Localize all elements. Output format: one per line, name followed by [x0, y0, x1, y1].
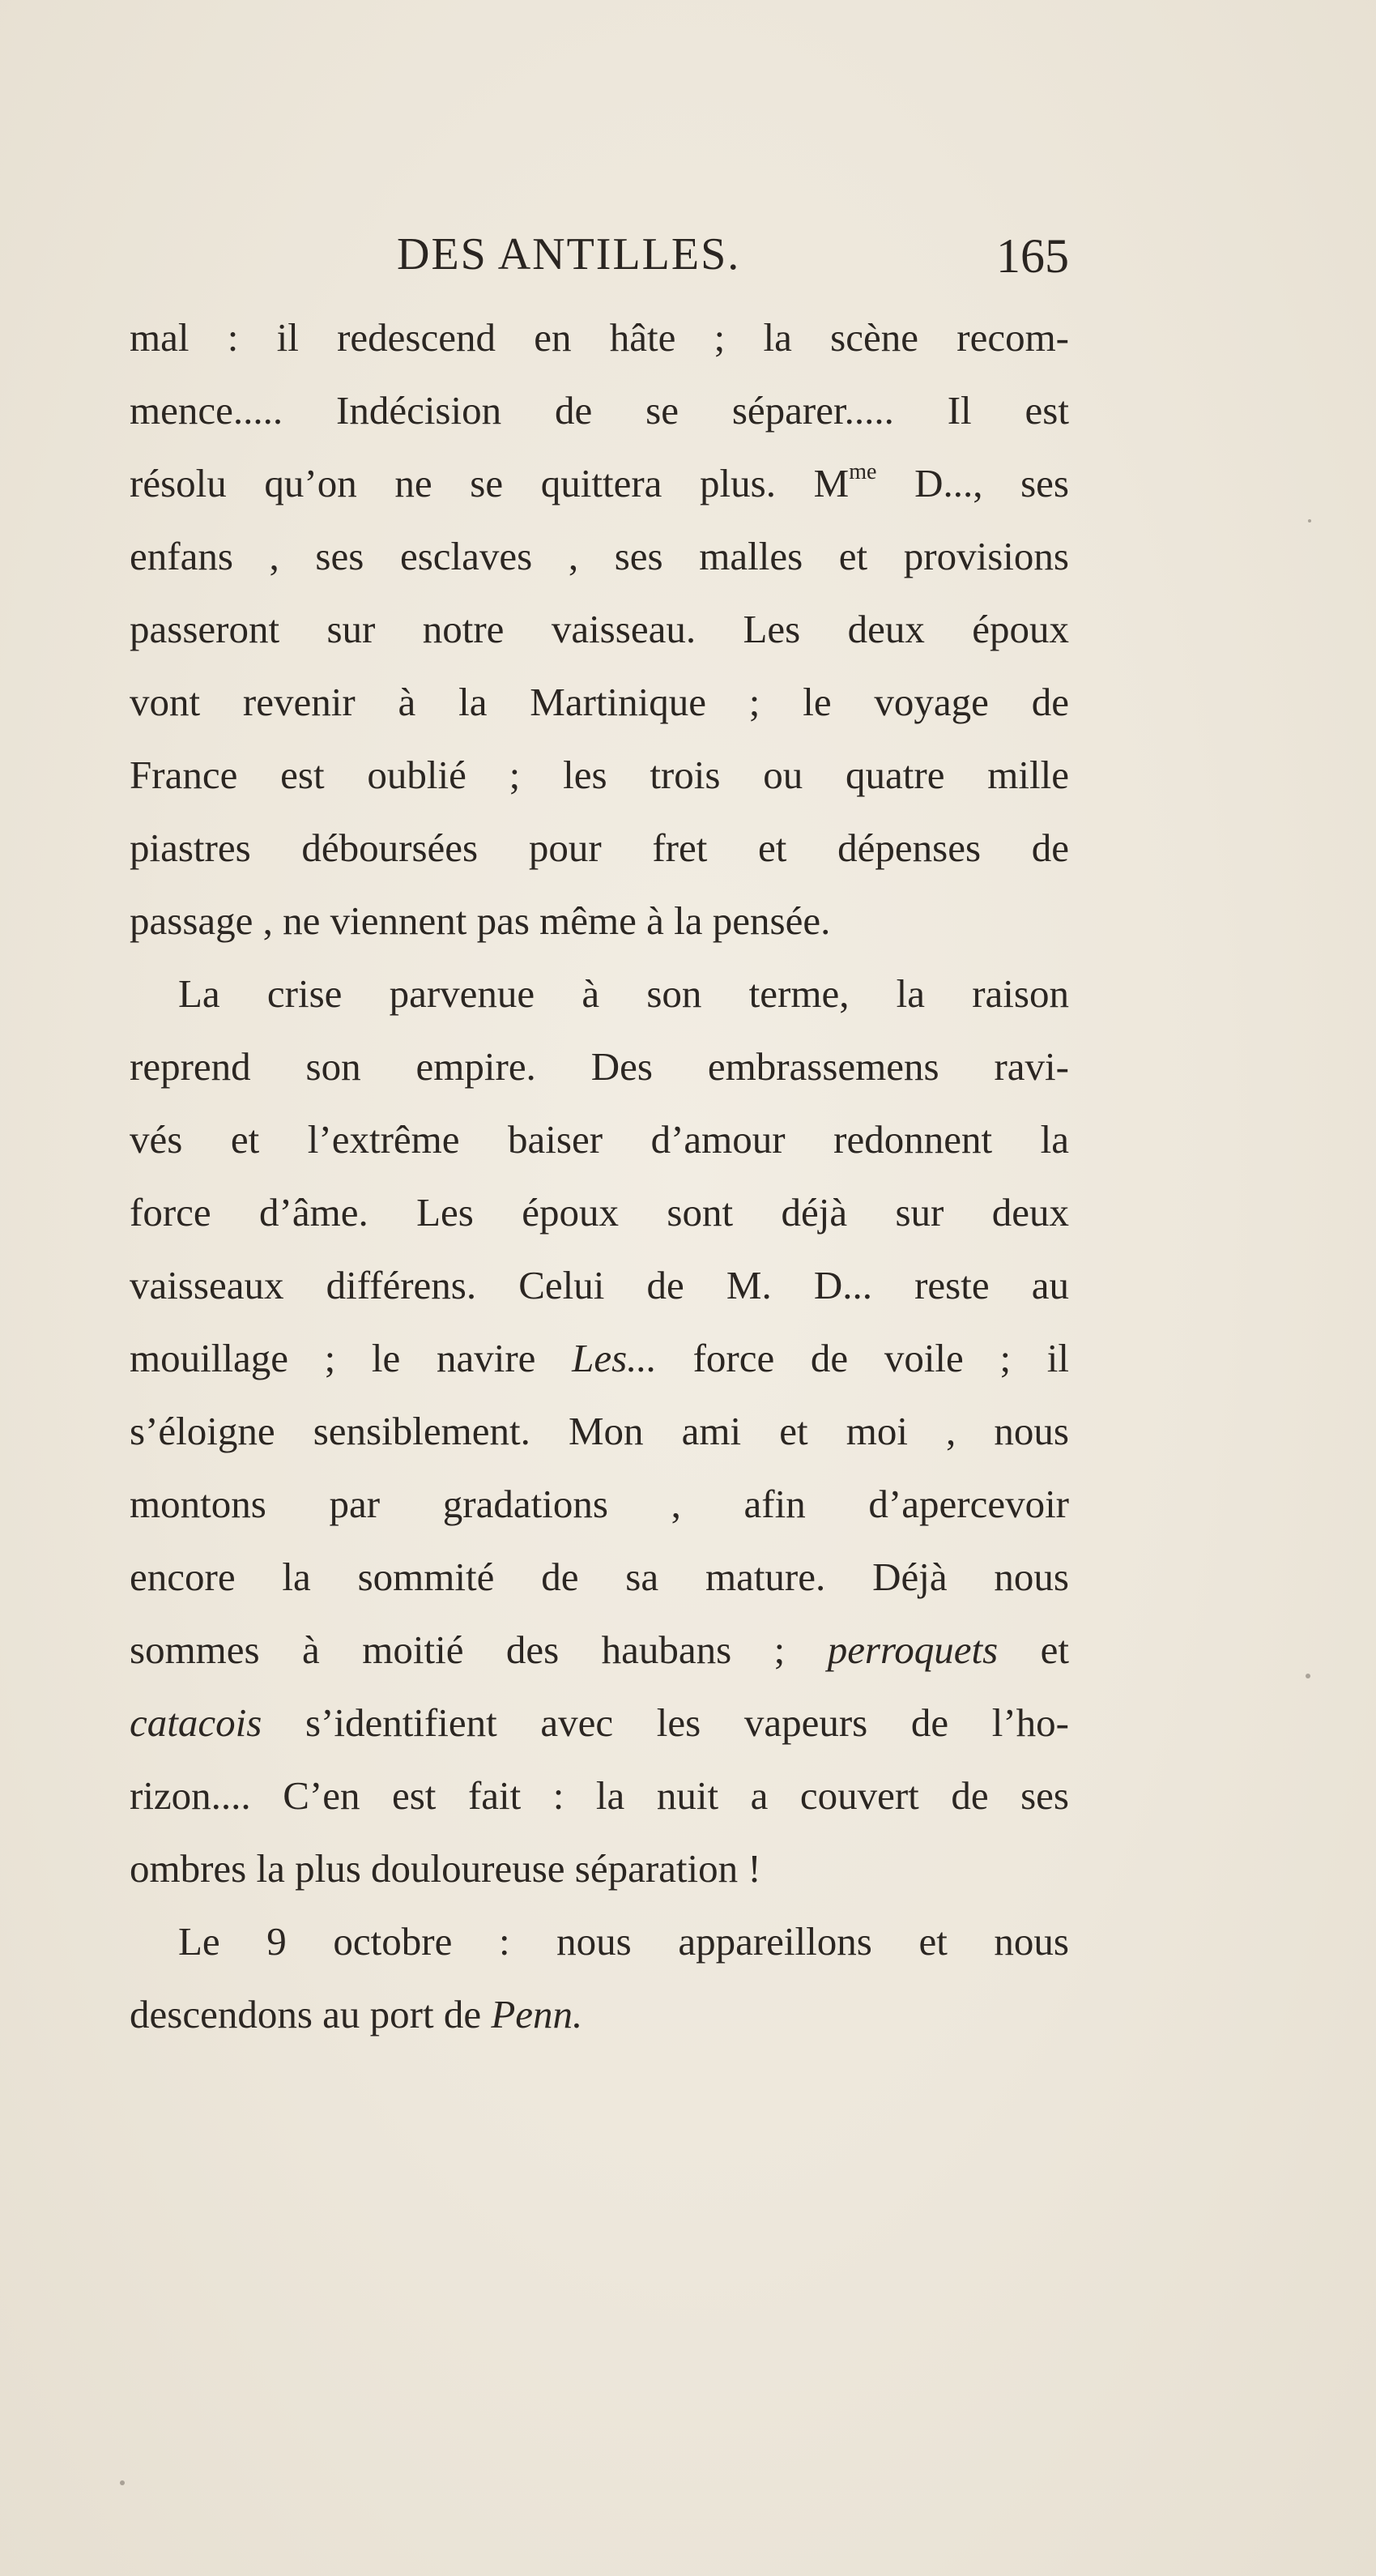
text-line: vés et l’extrême baiser d’amour redonnent la	[130, 1117, 1069, 1162]
text-line: sommes à moitié des haubans ; perroquets et	[130, 1627, 1069, 1672]
paper-speck	[1306, 1674, 1310, 1678]
text-line: passeront sur notre vaisseau. Les deux époux	[130, 607, 1069, 651]
text-line: catacois s’identifient avec les vapeurs de l’ho-	[130, 1700, 1069, 1745]
text-line: montons par gradations , afin d’apercevoir	[130, 1482, 1069, 1526]
text-line: reprend son empire. Des embrassemens ravi-	[130, 1044, 1069, 1089]
text-line: s’éloigne sensiblement. Mon ami et moi , nous	[130, 1409, 1069, 1453]
running-title: DES ANTILLES.	[397, 229, 741, 279]
text-line: piastres déboursées pour fret et dépenses de	[130, 825, 1069, 870]
paper-speck	[1308, 519, 1311, 522]
text-line: enfans , ses esclaves , ses malles et provisions	[130, 534, 1069, 578]
text-line: France est oublié ; les trois ou quatre mille	[130, 753, 1069, 797]
text-line: force d’âme. Les époux sont déjà sur deux	[130, 1190, 1069, 1235]
italic-term: catacois	[130, 1700, 262, 1745]
italic-ship-name: Les...	[572, 1336, 657, 1380]
page-header	[130, 228, 1069, 285]
page-number: 165	[996, 229, 1069, 283]
paper-speck	[120, 2480, 125, 2485]
text-line: résolu qu’on ne se quittera plus. $M^{me}$ D..., ses	[130, 459, 1069, 505]
text-line: rizon.... C’en est fait : la nuit a couvert de ses	[130, 1773, 1069, 1818]
text-line: Le 9 octobre : nous appareillons et nous	[178, 1919, 1069, 1964]
text-line: vont revenir à la Martinique ; le voyage de	[130, 680, 1069, 724]
text-line: descendons au port de Penn.	[130, 1992, 583, 2036]
text-line: vaisseaux différens. Celui de M. D... reste au	[130, 1263, 1069, 1307]
text-line: La crise parvenue à son terme, la raison	[178, 971, 1069, 1016]
text-line: mal : il redescend en hâte ; la scène recom-	[130, 315, 1069, 360]
text-line: mence..... Indécision de se séparer..... Il est	[130, 388, 1069, 433]
text-line: passage , ne viennent pas même à la pensée.	[130, 898, 831, 943]
italic-place-name: Penn.	[491, 1992, 583, 2036]
body-text	[130, 301, 1069, 2051]
italic-term: perroquets	[827, 1627, 999, 1672]
text-line: ombres la plus douloureuse séparation !	[130, 1846, 761, 1891]
superscript: me	[849, 459, 877, 484]
text-line: encore la sommité de sa mature. Déjà nous	[130, 1555, 1069, 1599]
text-line: mouillage ; le navire Les... force de voile ; il	[130, 1336, 1069, 1380]
